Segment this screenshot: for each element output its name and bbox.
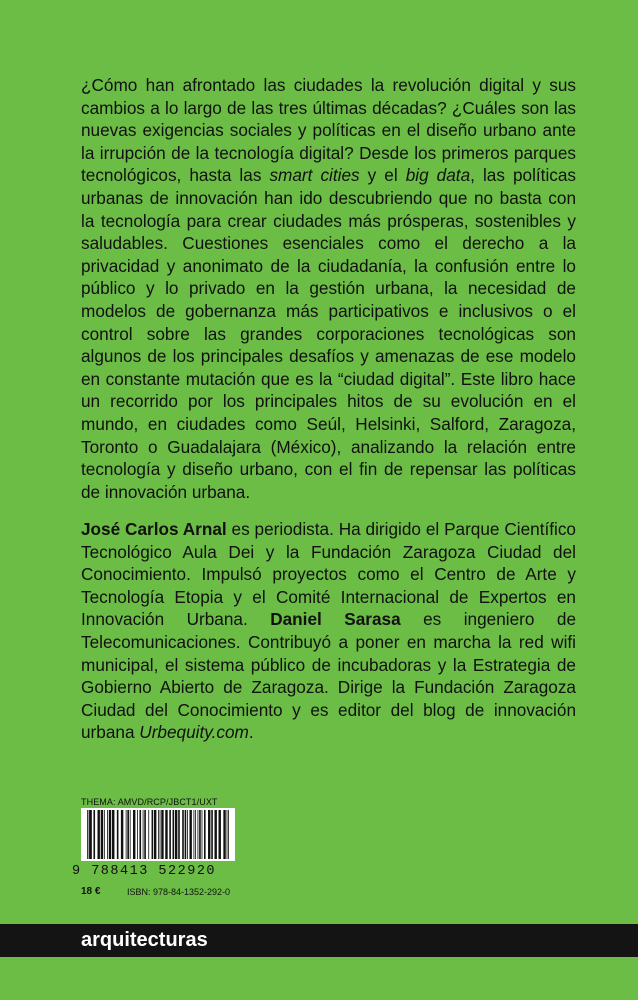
author-bio-2: es ingeniero de Telecomunicaciones. Contribuyó a poner en marcha la red wifi municipal, el sistema público de incubadoras y la Estrategia de Gobierno Abierto de Zaragoza. Dirige la Fundación Zaragoza Ciudad del Conocimiento y es editor del blog de innovación urbana — [81, 609, 576, 743]
barcode-bar — [126, 810, 127, 859]
barcode-bar — [97, 810, 99, 859]
barcode-bar — [187, 810, 188, 859]
synopsis-text: ¿Cómo han afrontado las ciudades la revolución digital y sus cambios a lo largo de las tres últimas décadas? ¿Cuáles son las nuevas exigencias sociales y políticas en el diseño urbano ante la irrupción de la tecnología digital? Desde los primeros parques tecnológicos, hasta las — [81, 75, 576, 186]
barcode-bar — [152, 810, 154, 859]
barcode-bar — [227, 810, 228, 859]
synopsis-paragraph — [81, 74, 576, 503]
barcode-bar — [214, 810, 216, 859]
barcode-bar — [139, 810, 141, 859]
author-bio-1: es periodista. Ha dirigido el Parque Científico Tecnológico Aula Dei y la Fundación Zaragoza Ciudad del Conocimiento. Impulsó proyectos como el Centro de Arte y Tecnología Etopia y el Comité Internacional de Expertos en Innovación Urbana. — [81, 519, 576, 630]
barcode-bar — [109, 810, 111, 859]
thema-code: THEMA: AMVD/RCP/JBCT1/UXT — [81, 797, 218, 807]
barcode-bar — [93, 810, 95, 859]
barcode-bar — [208, 810, 210, 859]
barcode-bar — [195, 810, 196, 859]
price: 18 € — [81, 886, 101, 897]
barcode-bar — [89, 810, 91, 859]
author-name-1: José Carlos Arnal — [81, 519, 227, 539]
barcode-bar — [202, 810, 203, 859]
barcode-bar — [158, 810, 159, 859]
authors-paragraph — [81, 518, 576, 744]
barcode-bar — [117, 810, 119, 859]
barcode-bar — [198, 810, 199, 859]
barcode-bar — [219, 810, 221, 859]
barcode-bar — [133, 810, 135, 859]
barcode-bar — [121, 810, 123, 859]
barcode-bar — [154, 810, 156, 859]
barcode-bar — [130, 810, 131, 859]
synopsis-text: , las políticas urbanas de innovación han ido descubriendo que no basta con la tecnología para crear ciudades más prósperas, sostenibles y saludables. Cuestiones esenciales como el derecho a la privacidad y anonimato de la ciudadanía, la confusión entre lo público y lo privado en la gestión urbana, la necesidad de modelos de gobernanza más participativos e inclusivos o el control sobre las grandes corporaciones tecnológicas son algunos de los principales desafíos y amenazas de ese modelo en constante mutación que es la “ciudad digital”. Este libro hace un recorrido por los principales hitos de su evolución en el mundo, en ciudades como Seúl, Helsinki, Salford, Zaragoza, Toronto o Guadalajara (México), analizando la relación entre tecnología y diseño urbano, con el fin de repensar las políticas de innovación urbana. — [81, 165, 577, 502]
barcode-bar — [223, 810, 225, 859]
barcode-bar — [173, 810, 175, 859]
synopsis-italic-smart-cities: smart cities — [269, 165, 360, 186]
synopsis-text: y el — [359, 165, 406, 186]
barcode-bar — [107, 810, 108, 859]
barcode-bar — [148, 810, 149, 859]
author-name-2: Daniel Sarasa — [270, 609, 401, 630]
barcode-bar — [112, 810, 114, 859]
barcode-bar — [89, 810, 90, 859]
barcode-bar — [169, 810, 171, 859]
barcode-bar — [175, 810, 177, 859]
barcode-bar — [101, 810, 103, 859]
barcode-bar — [182, 810, 184, 859]
barcode-bar — [189, 810, 191, 859]
blog-name: Urbequity.com — [139, 722, 249, 743]
barcode-bar — [185, 810, 187, 859]
barcode-bar — [178, 810, 180, 859]
author-bio-end: . — [248, 722, 254, 743]
ean-number: 9 788413 522920 — [72, 864, 217, 879]
isbn: ISBN: 978-84-1352-292-0 — [127, 887, 231, 897]
barcode-bar — [165, 810, 167, 859]
barcode-bar — [228, 810, 229, 859]
barcode-bar — [160, 810, 161, 859]
collection-label: arquitecturas — [81, 929, 208, 951]
barcode-bar — [87, 810, 88, 859]
barcode-bar — [204, 810, 206, 859]
barcode-bar — [143, 810, 144, 859]
synopsis-italic-big-data: big data — [405, 165, 471, 186]
barcode-bar — [194, 810, 195, 859]
barcode-bar — [127, 810, 129, 859]
barcode-bar — [161, 810, 163, 859]
barcode-bar — [137, 810, 138, 859]
barcode-bar — [144, 810, 146, 859]
barcode-bar — [199, 810, 201, 859]
barcode-bar — [211, 810, 213, 859]
barcode — [81, 808, 235, 861]
barcode-bar — [104, 810, 105, 859]
